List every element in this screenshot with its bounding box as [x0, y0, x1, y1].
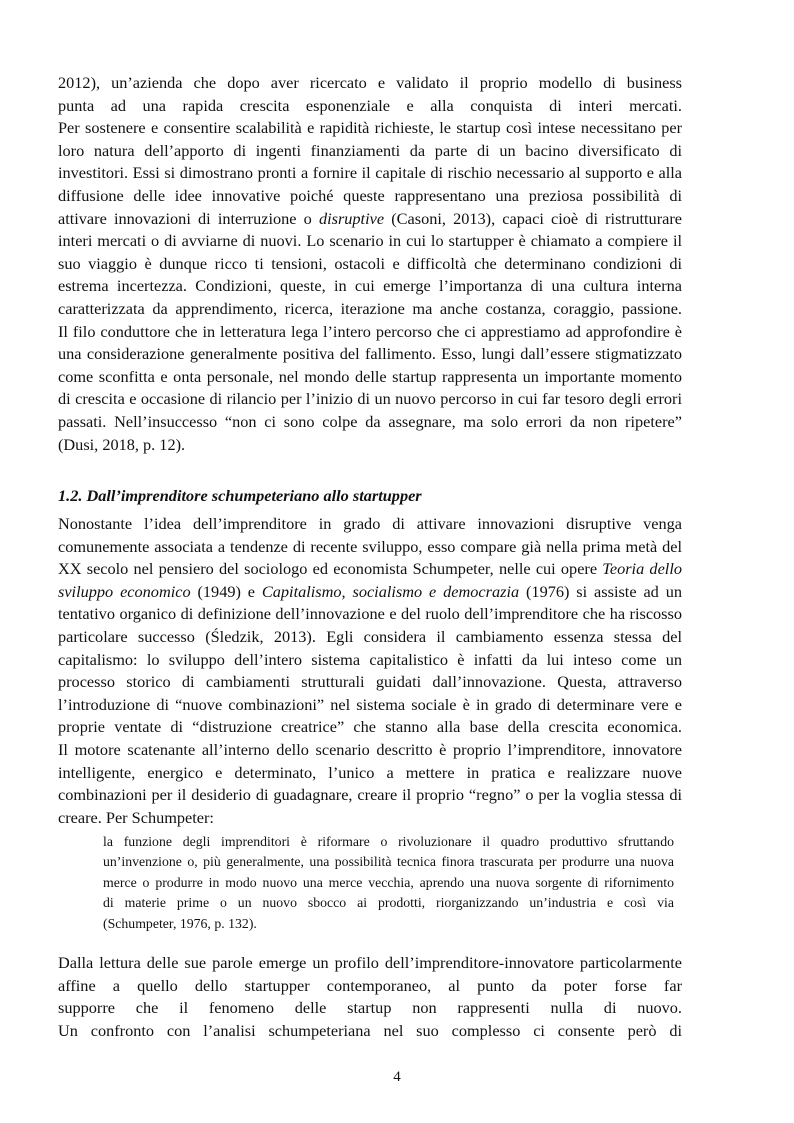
- block-quote: [103, 832, 674, 934]
- quote-line: merce o produrre in modo nuovo una merce vecchia, aprendo una nuova sorgente di rifornimento: [103, 874, 674, 890]
- text-line: Il motore scatenante all’interno dello scenario descritto è proprio l’imprenditore, innovatore: [58, 739, 682, 759]
- paragraph-schumpeter: [58, 513, 682, 829]
- text-line: capitalismo: lo sviluppo dell’intero sistema capitalistico è infatti da lui inteso come un: [58, 649, 682, 669]
- text-line: loro natura dell’apporto di ingenti finanziamenti da parte di un bacino diversificato di: [58, 140, 682, 160]
- text-line-mixed: [58, 208, 682, 231]
- text-line: comunemente associata a tendenze di recente sviluppo, esso compare già nella prima metà del: [58, 536, 682, 556]
- book-title: Capitalismo, socialismo e democrazia: [261, 581, 520, 601]
- text-line: supporre che il fenomeno delle startup non rappresenti nulla di nuovo.: [58, 998, 682, 1018]
- text-line: intelligente, energico e determinato, l’unico a mettere in pratica e realizzare nuove: [58, 762, 682, 782]
- text-line: Dalla lettura delle sue parole emerge un profilo dell’imprenditore-innovatore particolarmente: [58, 953, 682, 972]
- text-line: proprie ventate di “distruzione creatrice” che stanno alla base della crescita economica.: [58, 717, 682, 737]
- text-line: caratterizzata da apprendimento, ricerca, iterazione ma anche costanza, coraggio, passione.: [58, 298, 682, 318]
- text-line: come sconfitta e onta personale, nel mondo delle startup rappresenta un importante momento: [58, 366, 682, 386]
- text-line: 2012), un’azienda che dopo aver ricercato e validato il proprio modello di business: [58, 73, 682, 92]
- text-line: combinazioni per il desiderio di guadagnare, creare il proprio “regno” o per la voglia stessa di: [58, 785, 682, 805]
- text-line: affine a quello dello startupper contemporaneo, al punto da poter forse far: [58, 975, 682, 995]
- text-segment: (1949) e: [190, 581, 262, 601]
- text-line: punta ad una rapida crescita esponenziale e alla conquista di interi mercati.: [58, 95, 682, 115]
- text-line-mixed: [58, 581, 682, 604]
- text-line: suo viaggio è dunque ricco ti tensioni, ostacoli e difficoltà che determinano condizioni di: [58, 253, 682, 273]
- quote-line: un’invenzione o, più generalmente, una possibilità tecnica finora trascurata per produrre una nuova: [103, 854, 674, 870]
- text-line: creare. Per Schumpeter:: [58, 807, 214, 827]
- text-line: (Dusi, 2018, p. 12).: [58, 434, 186, 454]
- text-line: di crescita e occasione di rilancio per l’inizio di un nuovo percorso in cui far tesoro degli errori: [58, 389, 682, 409]
- text-line: Per sostenere e consentire scalabilità e rapidità richieste, le startup così intese necessitano per: [58, 118, 682, 138]
- italic-term: disruptive: [318, 208, 385, 228]
- text-line: diffusione delle idee innovative poiché queste rappresentano una preziosa possibilità di: [58, 185, 682, 205]
- text-segment: (1976) si assiste ad un: [519, 581, 682, 601]
- text-line: una considerazione generalmente positiva del fallimento. Esso, lungi dall’essere stigmatizzato: [58, 344, 682, 364]
- text-segment: (Casoni, 2013), capaci cioè di ristrutturare: [384, 208, 682, 228]
- text-line: tentativo organico di definizione dell’innovazione e del ruolo dell’imprenditore che ha riscosso: [58, 604, 682, 624]
- page-number: 4: [393, 1069, 401, 1085]
- text-segment: XX secolo nel pensiero del sociologo ed economista Schumpeter, nelle cui opere: [58, 559, 603, 579]
- text-line: particolare successo (Śledzik, 2013). Egli considera il cambiamento essenza stessa del: [58, 626, 682, 646]
- paragraph-startup-definition: [58, 72, 682, 456]
- book-title: sviluppo economico: [58, 581, 191, 601]
- text-line: estrema incertezza. Condizioni, queste, in cui emerge l’importanza di una cultura interna: [58, 276, 682, 296]
- text-line: Nonostante l’idea dell’imprenditore in grado di attivare innovazioni disruptive venga: [58, 514, 682, 533]
- section-heading: 1.2. Dall’imprenditore schumpeteriano allo startupper: [58, 486, 422, 505]
- text-line: l’introduzione di “nuove combinazioni” nel sistema sociale è in grado di determinare vere e: [58, 694, 682, 714]
- text-line: Il filo conduttore che in letteratura lega l’intero percorso che ci apprestiamo ad approfondire è: [58, 321, 682, 341]
- quote-line: la funzione degli imprenditori è riformare o rivoluzionare il quadro produttivo sfruttando: [103, 834, 674, 849]
- quote-citation: (Schumpeter, 1976, p. 132).: [103, 915, 257, 931]
- text-line: investitori. Essi si dimostrano pronti a fornire il capitale di rischio necessario al supporto e alla: [58, 163, 682, 183]
- paragraph-comparison: [58, 952, 682, 1042]
- text-line: interi mercati o di avviarne di nuovi. Lo scenario in cui lo startupper è chiamato a compiere il: [58, 231, 682, 251]
- text-line-mixed: [58, 558, 682, 581]
- text-line: passati. Nell’insuccesso “non ci sono colpe da assegnare, ma solo errori da non ripetere”: [58, 411, 682, 431]
- book-title: Teoria dello: [602, 559, 682, 579]
- text-line: Un confronto con l’analisi schumpeteriana nel suo complesso ci consente però di: [58, 1020, 682, 1040]
- text-segment: attivare innovazioni di interruzione o: [58, 208, 319, 228]
- text-line: processo storico di cambiamenti strutturali guidati dall’innovazione. Questa, attraverso: [58, 672, 682, 692]
- quote-line: di materie prime o un nuovo sbocco ai prodotti, riorganizzando un’industria e così via: [103, 895, 674, 911]
